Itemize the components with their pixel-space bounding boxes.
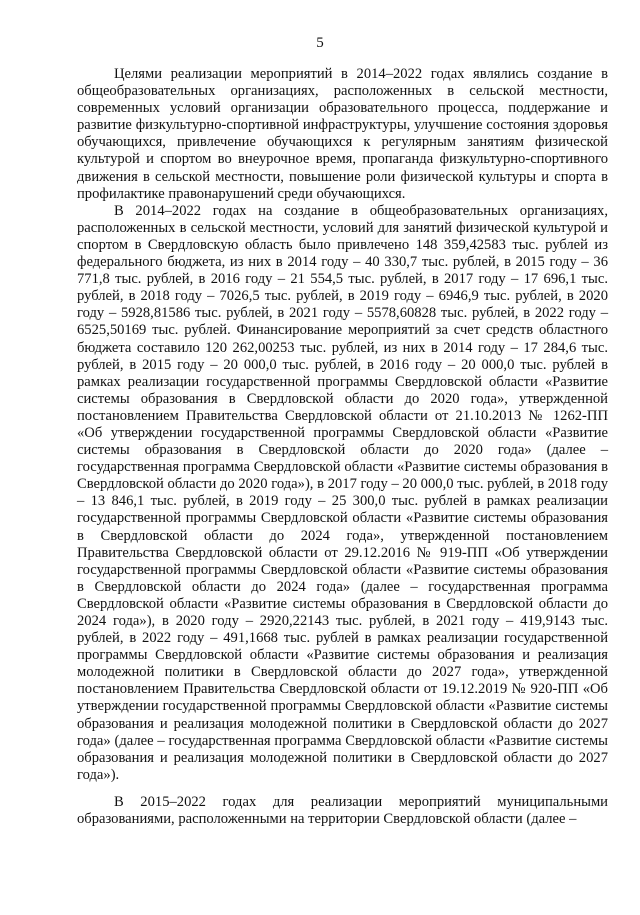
page-number: 5 [316, 35, 324, 51]
paragraph-municipal: В 2015–2022 годах для реализации мероприятий муниципальными образованиями, расположенными на территории Свердловской области (далее – [77, 793, 608, 828]
document-body [77, 66, 608, 828]
paragraph-funding: В 2014–2022 годах на создание в общеобразовательных организациях, расположенных в сельской местности, условий для занятий физической культурой и спортом в Свердловскую область было привлечено 148 359,42583 тыс. рублей из федерального бюджета, из них в 2014 году – 40 330,7 тыс. рублей, в 2015 году – 36 771,8 тыс. рублей, в 2016 году – 21 554,5 тыс. рублей, в 2017 году – 17 696,1 тыс. рублей, в 2018 году – 7026,5 тыс. рублей, в 2019 году – 6946,9 тыс. рублей, в 2020 году – 5928,81586 тыс. рублей, в 2021 году – 5578,60828 тыс. рублей, в 2022 году – 6525,50169 тыс. рублей. Финансирование мероприятий за счет средств областного бюджета составило 120 262,00253 тыс. рублей, из них в 2014 году – 17 284,6 тыс. рублей, в 2015 году – 20 000,0 тыс. рублей, в 2016 году – 20 000,0 тыс. рублей в рамках реализации государственной программы Свердловской области «Развитие системы образования в Свердловской области до 2020 года», утвержденной постановлением Правительства Свердловской области от 21.10.2013 № 1262-ПП «Об утверждении государственной программы Свердловской области «Развитие системы образования в Свердловской области до 2020 года» (далее – государственная программа Свердловской области «Развитие системы образования в Свердловской области до 2020 года»), в 2017 году – 20 000,0 тыс. рублей, в 2018 году – 13 846,1 тыс. рублей, в 2019 году – 25 300,0 тыс. рублей в рамках реализации государственной программы Свердловской области «Развитие системы образования в Свердловской области до 2024 года», утвержденной постановлением Правительства Свердловской области от 29.12.2016 № 919-ПП «Об утверждении государственной программы Свердловской области «Развитие системы образования в Свердловской области до 2024 года» (далее – государственная программа Свердловской области «Развитие системы образования в Свердловской области до 2024 года»), в 2020 году – 2920,22143 тыс. рублей, в 2021 году – 419,9143 тыс. рублей, в 2022 году – 491,1668 тыс. рублей в рамках реализации государственной программы Свердловской области «Развитие системы образования и реализация молодежной политики в Свердловской области до 2027 года», утвержденной постановлением Правительства Свердловской области от 19.12.2019 № 920-ПП «Об утверждении государственной программы Свердловской области «Развитие системы образования и реализация молодежной политики в Свердловской области до 2027 года» (далее – государственная программа Свердловской области «Развитие системы образования и реализация молодежной политики в Свердловской области до 2027 года»). [77, 202, 608, 783]
paragraph-goals: Целями реализации мероприятий в 2014–2022 годах являлись создание в общеобразовательных организациях, расположенных в сельской местности, современных условий организации образовательного процесса, поддержание и развитие физкультурно-спортивной инфраструктуры, улучшение состояния здоровья обучающихся, привлечение обучающихся к регулярным занятиям физической культурой и спортом во внеурочное время, пропаганда физкультурно-спортивного движения в сельской местности, повышение роли физической культуры и спорта в профилактике правонарушений среди обучающихся. [77, 66, 608, 202]
